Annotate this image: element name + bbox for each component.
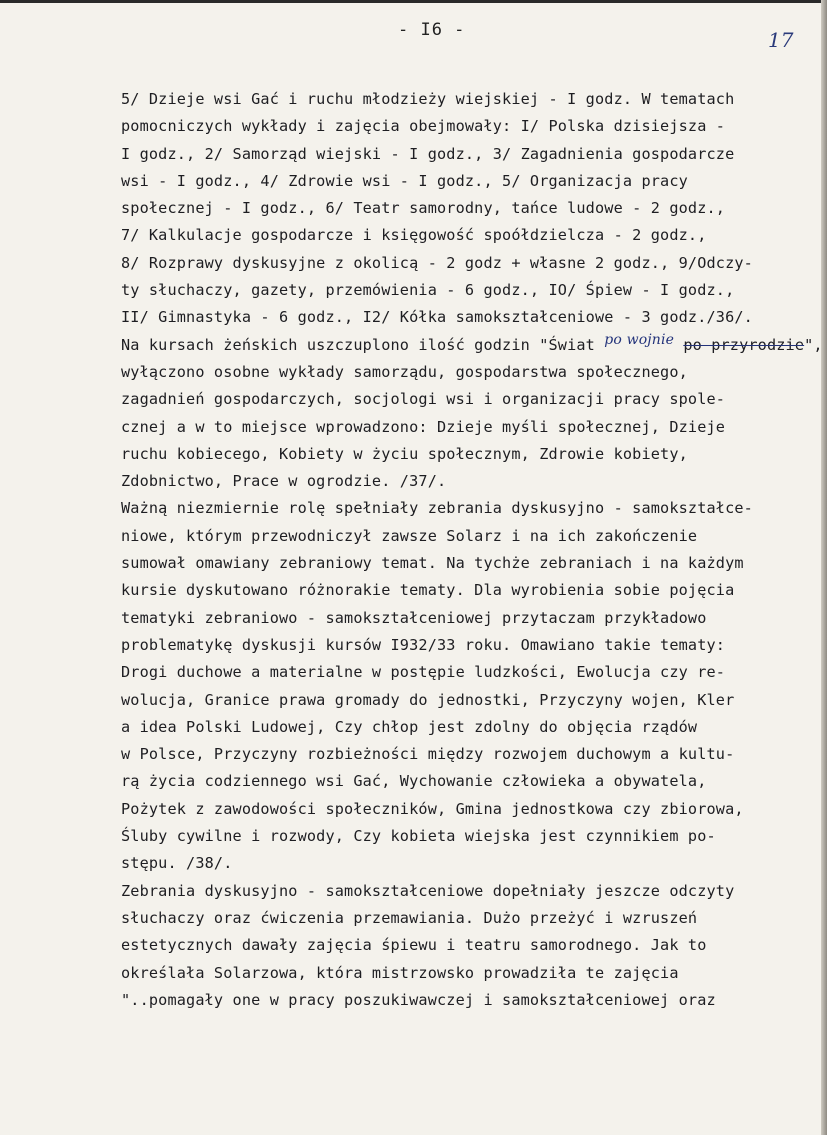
text-line: II/ Gimnastyka - 6 godz., I2/ Kółka samokształceniowe - 3 godz./36/.	[121, 308, 753, 327]
text-line: zagadnień gospodarczych, socjologi wsi i organizacji pracy spole-	[121, 390, 726, 409]
text-line: problematykę dyskusji kursów I932/33 roku. Omawiano takie tematy:	[121, 635, 726, 654]
text-line: wyłączono osobne wykłady samorządu, gospodarstwa społecznego,	[121, 362, 688, 381]
annotated-line-after: ",	[804, 335, 823, 354]
annotated-line-before: Na kursach żeńskich uszczuplono ilość godzin "Świat	[121, 335, 605, 354]
text-line: I godz., 2/ Samorząd wiejski - I godz., 3/ Zagadnienia gospodarcze	[121, 144, 735, 163]
text-line: niowe, którym przewodniczył zawsze Solarz i na ich zakończenie	[121, 526, 698, 545]
text-line: określała Solarzowa, która mistrzowsko prowadziła te zajęcia	[121, 963, 679, 982]
handwritten-insertion: po wojnie	[604, 331, 675, 348]
text-line: wsi - I godz., 4/ Zdrowie wsi - I godz., 5/ Organizacja pracy	[121, 171, 688, 190]
text-line: w Polsce, Przyczyny rozbieżności między rozwojem duchowym a kultu-	[121, 745, 735, 764]
text-line: 8/ Rozprawy dyskusyjne z okolicą - 2 godz + własne 2 godz., 9/Odczy-	[121, 253, 753, 272]
scan-edge-right	[821, 0, 827, 1135]
text-line: 5/ Dzieje wsi Gać i ruchu młodzieży wiejskiej - I godz. W tematach	[121, 90, 735, 108]
struck-out-text: po przyrodzie	[683, 335, 805, 354]
text-line: sumował omawiany zebraniowy temat. Na tychże zebraniach i na każdym	[121, 554, 744, 573]
text-line: społecznej - I godz., 6/ Teatr samorodny, tańce ludowe - 2 godz.,	[121, 199, 726, 218]
handwritten-page-number: 17	[768, 28, 794, 52]
page-number: - I6 -	[398, 20, 466, 40]
text-line: słuchaczy oraz ćwiczenia przemawiania. Dużo przeżyć i wzruszeń	[121, 908, 698, 927]
text-line: kursie dyskutowano różnorakie tematy. Dla wyrobienia sobie pojęcia	[121, 581, 735, 600]
text-line: tematyki zebraniowo - samokształceniowej przytaczam przykładowo	[121, 608, 707, 627]
text-line: Ważną niezmiernie rolę spełniały zebrania dyskusyjno - samokształce-	[121, 499, 753, 518]
text-line: estetycznych dawały zajęcia śpiewu i teatru samorodnego. Jak to	[121, 936, 707, 955]
scan-edge-top	[0, 0, 827, 3]
text-line: pomocniczych wykłady i zajęcia obejmowały: I/ Polska dzisiejsza -	[121, 117, 726, 136]
text-line: rą życia codziennego wsi Gać, Wychowanie człowieka a obywatela,	[121, 772, 707, 791]
text-line: Drogi duchowe a materialne w postępie ludzkości, Ewolucja czy re-	[121, 663, 726, 682]
text-line: stępu. /38/.	[121, 854, 233, 873]
text-line: wolucja, Granice prawa gromady do jednostki, Przyczyny wojen, Kler	[121, 690, 735, 709]
text-line: cznej a w to miejsce wprowadzono: Dzieje myśli społecznej, Dzieje	[121, 417, 726, 436]
text-line: a idea Polski Ludowej, Czy chłop jest zdolny do objęcia rządów	[121, 717, 698, 736]
typed-text-body	[121, 86, 823, 1014]
text-line: ruchu kobiecego, Kobiety w życiu społecznym, Zdrowie kobiety,	[121, 444, 688, 463]
annotated-text-line	[121, 331, 823, 359]
text-line: Śluby cywilne i rozwody, Czy kobieta wiejska jest czynnikiem po-	[121, 827, 716, 846]
text-line: "..pomagały one w pracy poszukiwawczej i samokształceniowej oraz	[121, 990, 716, 1009]
text-line: Zdobnictwo, Prace w ogrodzie. /37/.	[121, 472, 447, 491]
text-line: Zebrania dyskusyjno - samokształceniowe dopełniały jeszcze odczyty	[121, 881, 735, 900]
text-line: 7/ Kalkulacje gospodarcze i księgowość spoółdzielcza - 2 godz.,	[121, 226, 707, 245]
text-line: Pożytek z zawodowości społeczników, Gmina jednostkowa czy zbiorowa,	[121, 799, 744, 818]
text-line: ty słuchaczy, gazety, przemówienia - 6 godz., IO/ Śpiew - I godz.,	[121, 281, 735, 300]
